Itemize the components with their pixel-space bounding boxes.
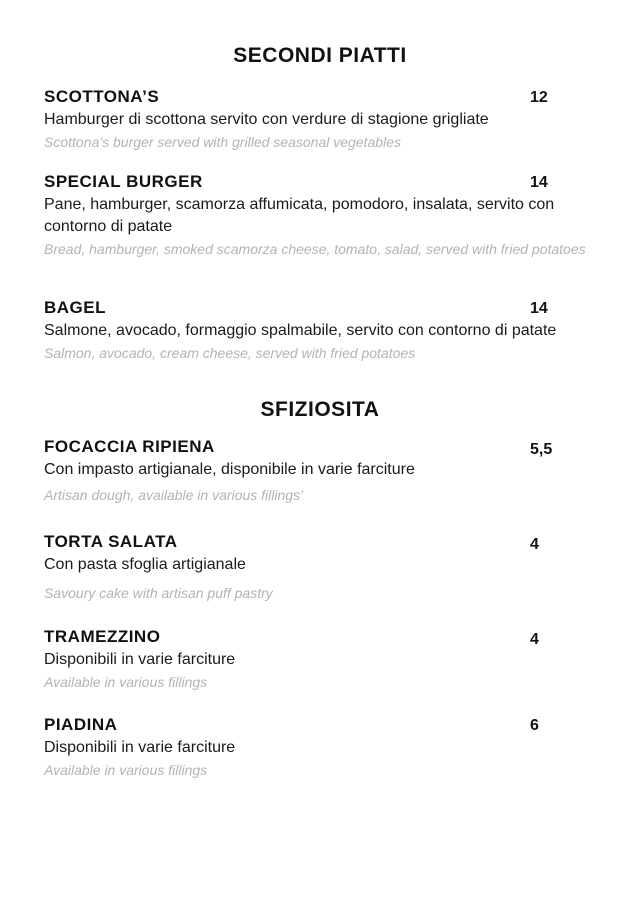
- menu-item-price: 6: [530, 717, 539, 734]
- menu-item-special-burger: [44, 172, 604, 260]
- section-title-secondi-piatti: SECONDI PIATTI: [233, 44, 407, 67]
- menu-item-description-it: Pane, hamburger, scamorza affumicata, pomodoro, insalata, servito con contorno di patate: [44, 196, 555, 235]
- menu-item-focaccia-ripiena: [44, 437, 604, 506]
- menu-item-description-en: Savoury cake with artisan puff pastry: [44, 585, 273, 601]
- menu-item-name: TRAMEZZINO: [44, 627, 161, 646]
- menu-item-price: 14: [530, 174, 548, 191]
- menu-item-description-en: Bread, hamburger, smoked scamorza cheese, tomato, salad, served with fried potatoes: [44, 241, 586, 257]
- menu-item-description-it: Salmone, avocado, formaggio spalmabile, servito con contorno di patate: [44, 322, 557, 339]
- menu-item-name: BAGEL: [44, 298, 106, 317]
- menu-item-price: 12: [530, 89, 548, 106]
- menu-item-description-en: Salmon, avocado, cream cheese, served with fried potatoes: [44, 345, 416, 361]
- menu-item-description-it: Hamburger di scottona servito con verdure di stagione grigliate: [44, 111, 489, 128]
- menu-item-tramezzino: [44, 627, 604, 693]
- section-title-sfiziosita: SFIZIOSITA: [260, 398, 380, 421]
- menu-item-price: 5,5: [530, 441, 553, 458]
- menu-item-bagel: [44, 298, 604, 364]
- menu-item-description-en: Available in various fillings: [44, 674, 208, 690]
- menu-item-piadina: [44, 715, 604, 781]
- menu-item-description-it: Con impasto artigianale, disponibile in varie farciture: [44, 461, 415, 478]
- menu-item-description-it: Con pasta sfoglia artigianale: [44, 556, 246, 573]
- menu-item-torta-salata: [44, 532, 604, 604]
- menu-item-price: 14: [530, 300, 548, 317]
- menu-item-price: 4: [530, 631, 539, 648]
- menu-item-name: SCOTTONA’S: [44, 87, 160, 106]
- menu-item-description-en: Scottona’s burger served with grilled seasonal vegetables: [44, 134, 401, 150]
- menu-item-name: TORTA SALATA: [44, 532, 178, 551]
- menu-item-name: FOCACCIA RIPIENA: [44, 437, 215, 456]
- menu-item-description-it: Disponibili in varie farciture: [44, 651, 236, 668]
- menu-item-price: 4: [530, 536, 539, 553]
- menu-item-name: SPECIAL BURGER: [44, 172, 203, 191]
- menu-item-scottonas: [44, 87, 604, 153]
- menu-item-description-en: Available in various fillings: [44, 762, 208, 778]
- menu-item-description-it: Disponibili in varie farciture: [44, 739, 236, 756]
- menu-item-description-en: Artisan dough, available in various fillings’: [44, 487, 304, 503]
- menu-item-name: PIADINA: [44, 715, 118, 734]
